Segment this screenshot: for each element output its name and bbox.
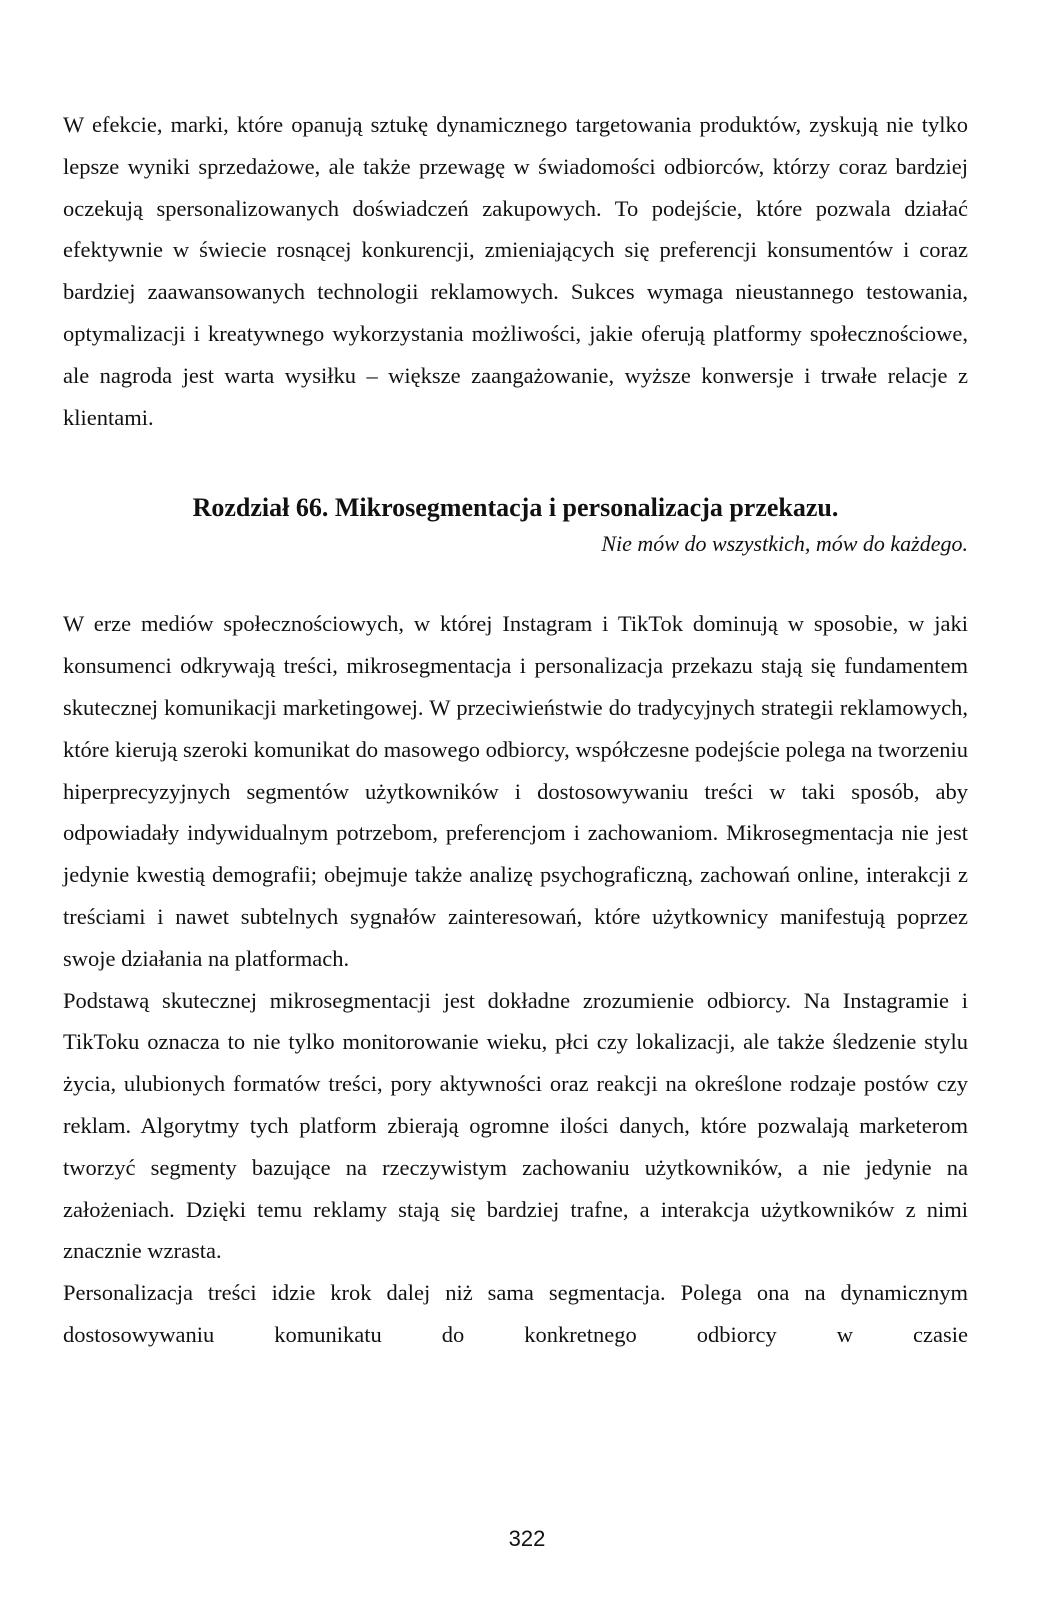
paragraph: Personalizacja treści idzie krok dalej niż sama segmentacja. Polega ona na dynamicznym dostosowywaniu komunikatu do konkretnego odbiorcy w czasie	[63, 1280, 968, 1347]
chapter-heading	[63, 491, 968, 559]
paragraph: Podstawą skutecznej mikrosegmentacji jest dokładne zrozumienie odbiorcy. Na Instagramie i TikToku oznacza to nie tylko monitorowanie wieku, płci czy lokalizacji, ale także śledzenie stylu życia, ulubionych formatów treści, pory aktywności oraz reakcji na określone rodzaje postów czy reklam. Algorytmy tych platform zbierają ogromne ilości danych, które pozwalają marketerom tworzyć segmenty bazujące na rzeczywistym zachowaniu użytkowników, a nie jedynie na założeniach. Dzięki temu reklamy stają się bardziej trafne, a interakcja użytkowników z nimi znacznie wzrasta.	[63, 987, 968, 1264]
chapter-title: Rozdział 66. Mikrosegmentacja i personalizacja przekazu.	[192, 493, 839, 523]
page-number: 322	[508, 1526, 546, 1551]
chapter-content	[63, 603, 968, 1355]
intro-paragraph: W efekcie, marki, które opanują sztukę dynamicznego targetowania produktów, zyskują nie tylko lepsze wyniki sprzedażowe, ale także przewagę w świadomości odbiorców, którzy coraz bardziej oczekują spersonalizowanych doświadczeń zakupowych. To podejście, które pozwala działać efektywnie w świecie rosnącej konkurencji, zmieniających się preferencji konsumentów i coraz bardziej zaawansowanych technologii reklamowych. Sukces wymaga nieustannego testowania, optymalizacji i kreatywnego wykorzystania możliwości, jakie oferują platformy społecznościowe, ale nagroda jest warta wysiłku – większe zaangażowanie, wyższe konwersje i trwałe relacje z klientami.	[63, 112, 968, 430]
paragraph: W erze mediów społecznościowych, w której Instagram i TikTok dominują w sposobie, w jaki konsumenci odkrywają treści, mikrosegmentacja i personalizacja przekazu stają się fundamentem skutecznej komunikacji marketingowej. W przeciwieństwie do tradycyjnych strategii reklamowych, które kierują szeroki komunikat do masowego odbiorcy, współczesne podejście polega na tworzeniu hiperprecyzyjnych segmentów użytkowników i dostosowywaniu treści w taki sposób, aby odpowiadały indywidualnym potrzebom, preferencjom i zachowaniom. Mikrosegmentacja nie jest jedynie kwestią demografii; obejmuje także analizę psychograficzną, zachowań online, interakcji z treściami i nawet subtelnych sygnałów zainteresowań, które użytkownicy manifestują poprzez swoje działania na platformach.	[63, 611, 968, 971]
chapter-motto: Nie mów do wszystkich, mów do każdego.	[601, 531, 968, 557]
page-body	[63, 104, 968, 1356]
